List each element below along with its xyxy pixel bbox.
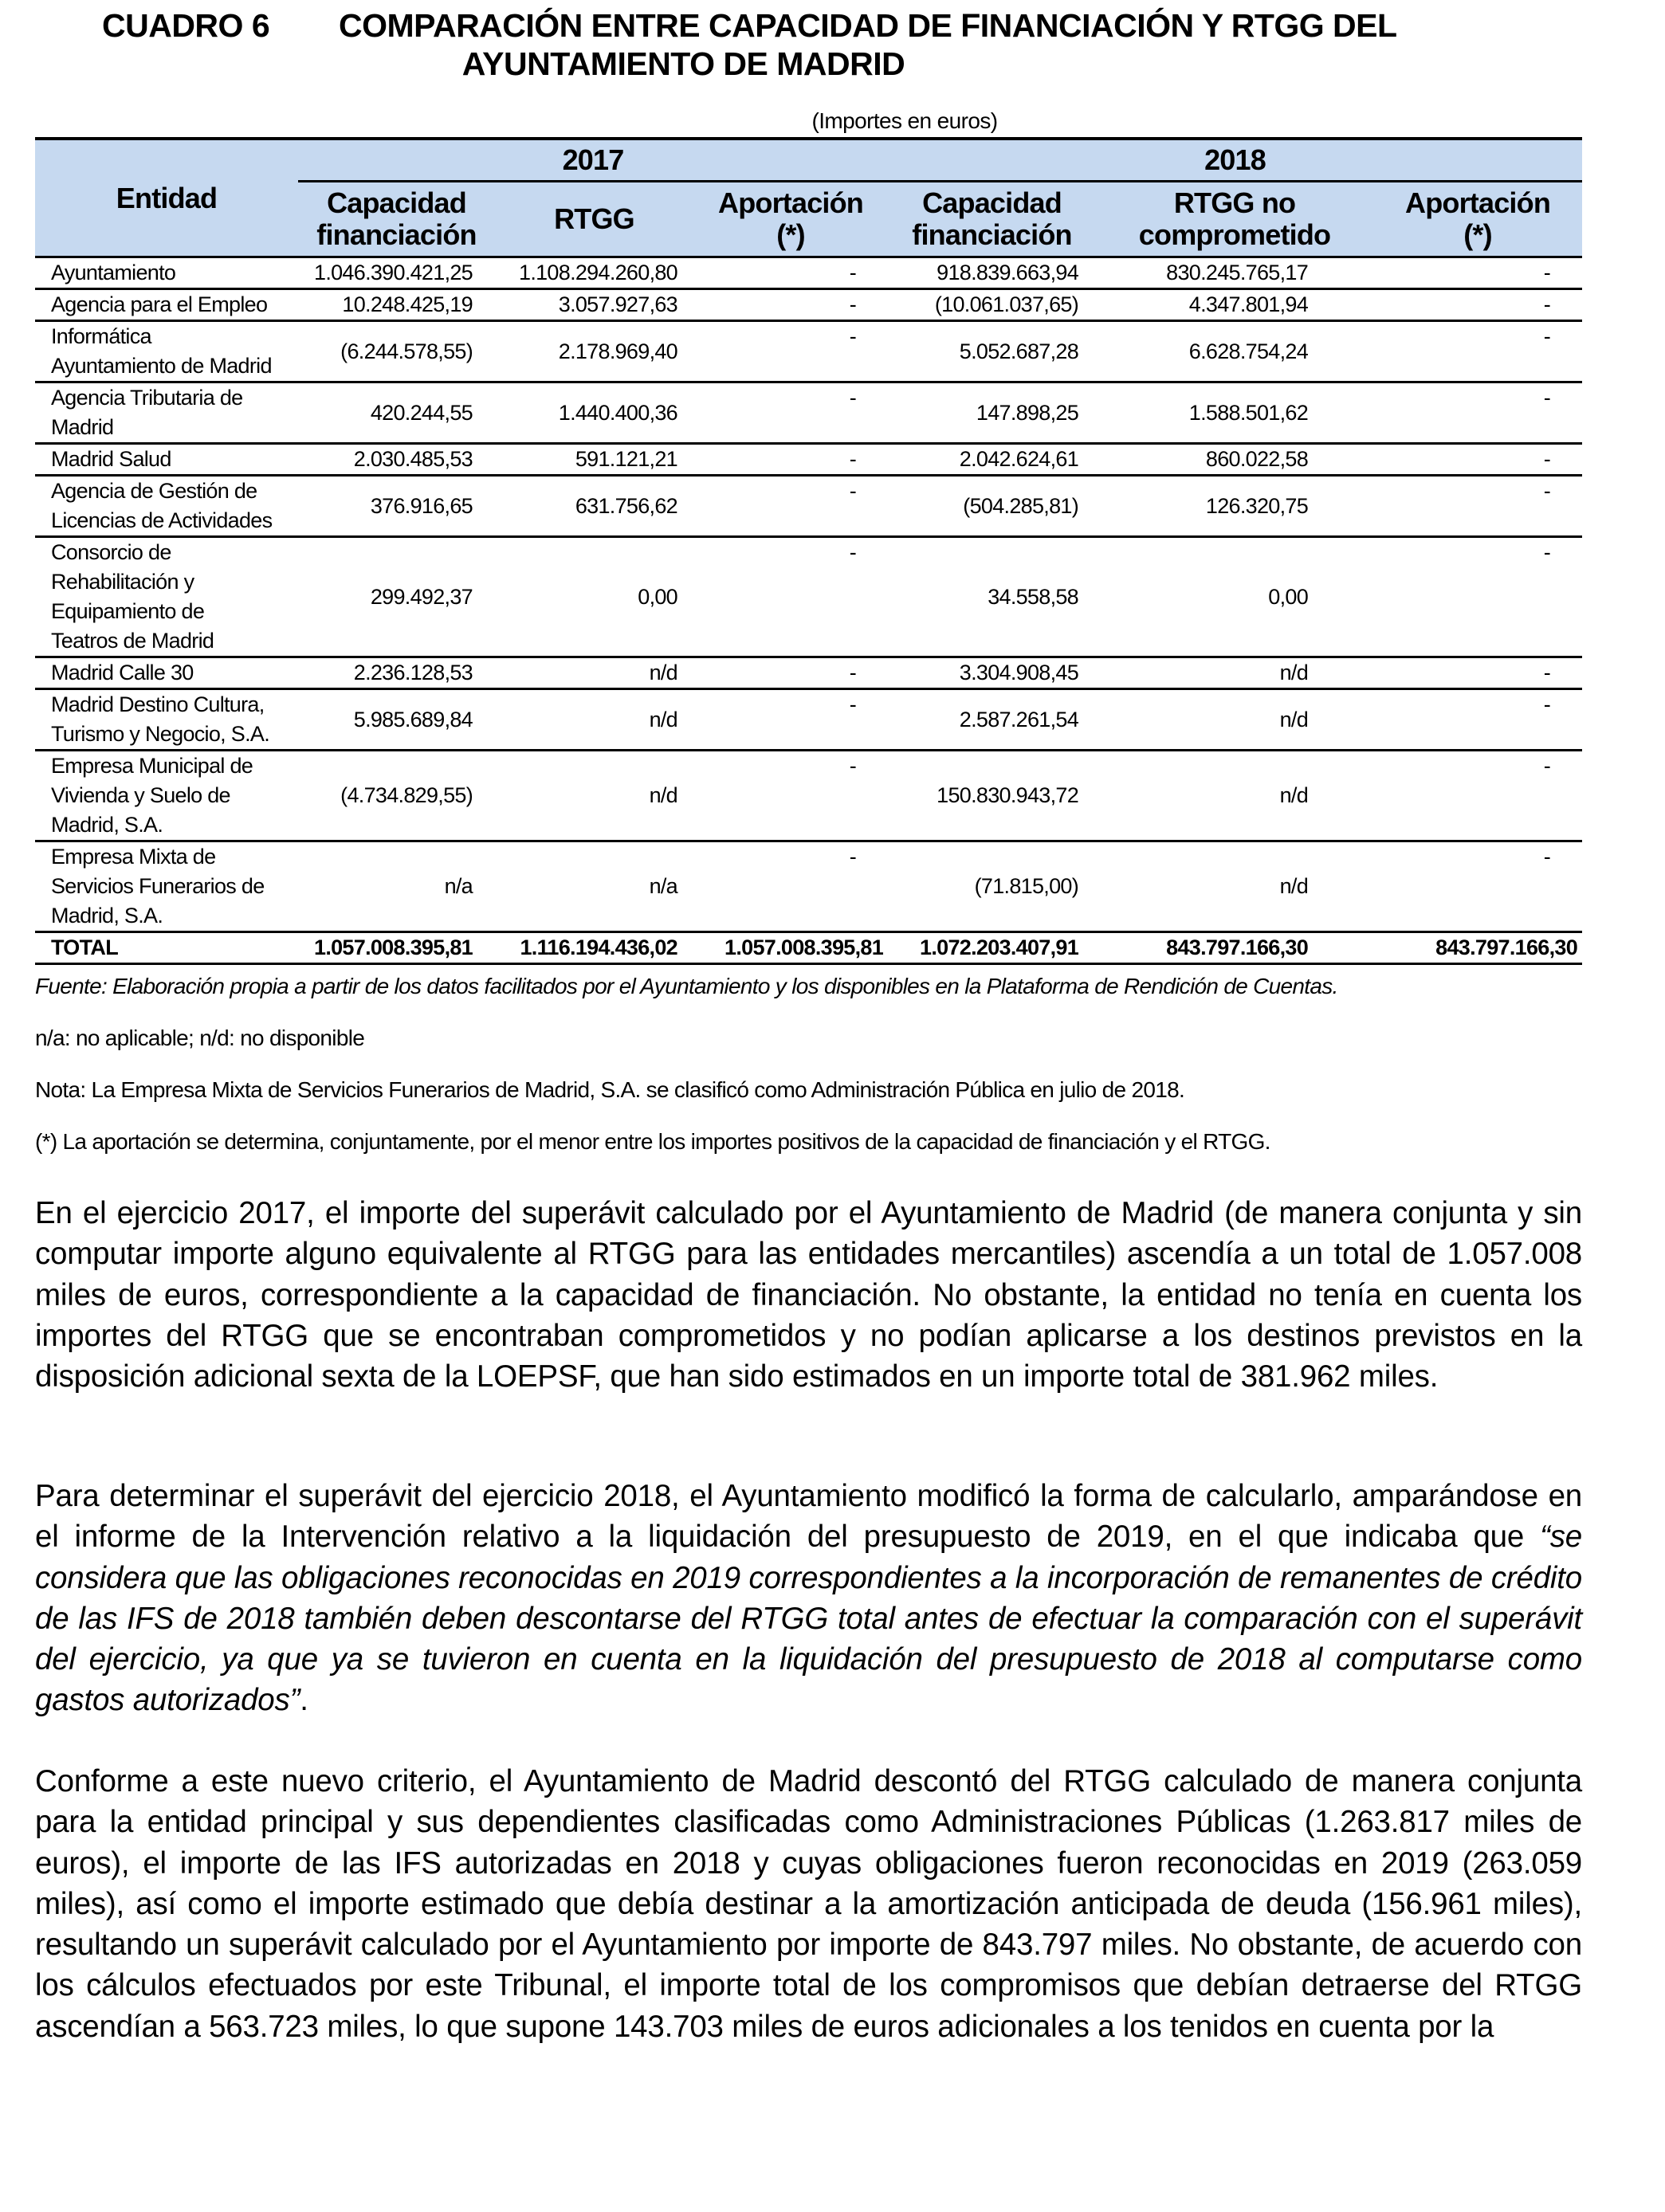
cap-2018: (504.285,81) [888,476,1096,537]
rtgg-2017: 1.440.400,36 [495,382,693,444]
aport-2018: - [1373,476,1582,537]
cap-2018: 918.839.663,94 [888,257,1096,289]
header-text: RTGG [554,202,634,235]
entity-name [35,689,298,751]
paragraph-2017 [35,1193,1582,1397]
cap-2017: 10.248.425,19 [298,289,495,321]
rtgg-nc-2018: n/d [1096,689,1373,751]
title-line-1 [102,6,1397,45]
aport-2017: - [693,382,888,444]
cap-2018: (71.815,00) [888,841,1096,932]
entity-name [35,382,298,444]
table-row [35,476,1582,537]
aport-2018: - [1373,444,1582,476]
aport-2017: - [693,321,888,382]
rtgg-2017: 591.121,21 [495,444,693,476]
aport-2018: - [1373,689,1582,751]
entity-name: Madrid Calle 30 [35,657,298,689]
aport-2018: - [1373,657,1582,689]
rtgg-2017: n/a [495,841,693,932]
quoted-report-text: “se considera que las obligaciones reconocidas en 2019 correspondientes a la incorporación de remanentes de crédito de las IFS de 2018 también deben descontarse del RTGG total antes de efectuar la comparación con el superávit del ejercicio, ya que ya se tuvieron en cuenta en la liquidación del presupuesto de 2018 al computarse como gastos autorizados” [35,1520,1582,1718]
entity-name-line: Madrid, S.A. [51,904,163,928]
entity-name [35,841,298,932]
entity-name-line: Teatros de Madrid [51,629,214,653]
header-aport-2017 [693,182,888,257]
rtgg-nc-2018: n/d [1096,657,1373,689]
aport-2017: - [693,751,888,841]
total-cap-2017: 1.057.008.395,81 [298,932,495,964]
entity-name-line: Licencias de Actividades [51,508,273,532]
total-row [35,932,1582,964]
entity-name [35,321,298,382]
table-row [35,537,1582,657]
total-cap-2018: 1.072.203.407,91 [888,932,1096,964]
header-year-2017: 2017 [298,139,888,182]
aport-2018: - [1373,257,1582,289]
rtgg-nc-2018: 0,00 [1096,537,1373,657]
header-text: Capacidad [327,186,466,219]
cap-2017: 2.030.485,53 [298,444,495,476]
entity-name-line: Madrid, S.A. [51,813,163,837]
comparison-table [35,137,1582,965]
entity-name: Madrid Salud [35,444,298,476]
cap-2018: 3.304.908,45 [888,657,1096,689]
cap-2017: (6.244.578,55) [298,321,495,382]
aport-2017: - [693,657,888,689]
rtgg-2017: 631.756,62 [495,476,693,537]
paragraph-text: En el ejercicio 2017, el importe del superávit calculado por el Ayuntamiento de Madrid (de manera conjunta y sin computar importe alguno equivalente al RTGG para las entidades mercantiles) ascendía a un total de 1.057.008 miles de euros, correspondiente a la capacidad de financiación. No obstante, la entidad no tenía en cuenta los importes del RTGG que se encontraban comprometidos y no podían aplicarse a los destinos previstos en la disposición adicional sexta de la LOEPSF, que han sido estimados en un importe total de 381.962 miles. [35,1196,1582,1394]
table-row [35,289,1582,321]
rtgg-nc-2018: n/d [1096,841,1373,932]
header-year-2018: 2018 [888,139,1582,182]
rtgg-nc-2018: 4.347.801,94 [1096,289,1373,321]
paragraph-intro: Para determinar el superávit del ejercicio 2018, el Ayuntamiento modificó la forma de calcularlo, amparándose en el informe de la Intervención relativo a la liquidación del presupuesto de 2019, en el que indicaba que [35,1479,1582,1555]
paragraph-end: . [300,1683,308,1718]
abbreviations-note: n/a: no aplicable; n/d: no disponible [35,1026,365,1050]
entity-name-line: Ayuntamiento de Madrid [51,354,272,378]
aport-2017: - [693,257,888,289]
entity-name-line: Madrid Destino Cultura, [51,692,265,716]
header-cap-2018 [888,182,1096,257]
rtgg-nc-2018: 860.022,58 [1096,444,1373,476]
title-line-2: AYUNTAMIENTO DE MADRID [461,45,905,82]
table-row [35,444,1582,476]
aport-2017: - [693,476,888,537]
entity-name: Agencia para el Empleo [35,289,298,321]
table-number: CUADRO 6 [102,7,270,44]
entity-name-line: Agencia Tributaria de [51,386,243,410]
entity-name-line: Agencia de Gestión de [51,479,257,503]
table-notes [35,960,1621,1167]
header-cap-2017 [298,182,495,257]
header-aport-2018 [1373,182,1582,257]
cap-2018: 147.898,25 [888,382,1096,444]
entity-name [35,751,298,841]
aport-2018: - [1373,321,1582,382]
rtgg-nc-2018: 830.245.765,17 [1096,257,1373,289]
aport-2018: - [1373,841,1582,932]
rtgg-2017: 3.057.927,63 [495,289,693,321]
header-text: RTGG no [1173,186,1296,219]
rtgg-nc-2018: 126.320,75 [1096,476,1373,537]
rtgg-2017: 2.178.969,40 [495,321,693,382]
entity-name-line: Servicios Funerarios de [51,874,265,898]
entity-name: Ayuntamiento [35,257,298,289]
entity-name-line: Empresa Municipal de [51,754,253,778]
total-rtgg-nc-2018: 843.797.166,30 [1096,932,1373,964]
header-text: (*) [1463,218,1492,251]
header-text: Aportación [718,186,864,219]
entity-name-line: Equipamiento de [51,599,205,623]
rtgg-nc-2018: 1.588.501,62 [1096,382,1373,444]
paragraph-2018-method [35,1476,1582,1721]
total-aport-2018: 843.797.166,30 [1373,932,1582,964]
table-row [35,841,1582,932]
nota-note: Nota: La Empresa Mixta de Servicios Funerarios de Madrid, S.A. se clasificó como Administración Pública en julio de 2018. [35,1077,1185,1102]
cap-2018: 150.830.943,72 [888,751,1096,841]
entity-name-line: Empresa Mixta de [51,845,216,869]
cap-2018: 34.558,58 [888,537,1096,657]
cap-2018: 2.587.261,54 [888,689,1096,751]
aport-2017: - [693,289,888,321]
cap-2017: 420.244,55 [298,382,495,444]
table-row [35,689,1582,751]
cap-2018: (10.061.037,65) [888,289,1096,321]
entity-name-line: Vivienda y Suelo de [51,783,230,807]
cap-2018: 2.042.624,61 [888,444,1096,476]
paragraph-new-criterion [35,1761,1582,2047]
header-text: comprometido [1138,218,1331,251]
entity-name-line: Consorcio de [51,540,171,564]
aport-2018: - [1373,382,1582,444]
entity-name-line: Madrid [51,415,114,439]
source-note: Fuente: Elaboración propia a partir de los datos facilitados por el Ayuntamiento y los disponibles en la Plataforma de Rendición de Cuentas. [35,974,1338,998]
total-aport-2017: 1.057.008.395,81 [693,932,888,964]
cap-2017: n/a [298,841,495,932]
rtgg-2017: n/d [495,657,693,689]
header-entity: Entidad [35,139,298,257]
rtgg-nc-2018: n/d [1096,751,1373,841]
paragraph-text: Conforme a este nuevo criterio, el Ayuntamiento de Madrid descontó del RTGG calculado de manera conjunta para la entidad principal y sus dependientes clasificadas como Administraciones Públicas (1.263.817 miles de euros), el importe de las IFS autorizadas en 2018 y cuyas obligaciones fueron reconocidas en 2019 (263.059 miles), así como el importe estimado que debía destinar a la amortización anticipada de deuda (156.961 miles), resultando un superávit calculado por el Ayuntamiento por importe de 843.797 miles. No obstante, de acuerdo con los cálculos efectuados por este Tribunal, el importe total de los compromisos que debían detraerse del RTGG ascendían a 563.723 miles, lo que supone 143.703 miles de euros adicionales a los tenidos en cuenta por la [35,1764,1582,2044]
table-row [35,257,1582,289]
aport-2018: - [1373,537,1582,657]
table-row [35,321,1582,382]
entity-name-line: Rehabilitación y [51,570,194,594]
cap-2017: (4.734.829,55) [298,751,495,841]
aport-2017: - [693,689,888,751]
aport-2018: - [1373,289,1582,321]
aport-2017: - [693,841,888,932]
header-row-years [35,139,1582,182]
total-label: TOTAL [35,932,298,964]
entity-name-line: Turismo y Negocio, S.A. [51,722,269,746]
header-text: financiación [912,218,1072,251]
entity-name [35,537,298,657]
title-text-1: COMPARACIÓN ENTRE CAPACIDAD DE FINANCIACIÓN Y RTGG DEL [339,7,1397,44]
header-text: Capacidad [922,186,1062,219]
table-row [35,751,1582,841]
cap-2017: 1.046.390.421,25 [298,257,495,289]
aport-2018: - [1373,751,1582,841]
asterisk-note: (*) La aportación se determina, conjuntamente, por el menor entre los importes positivos de la capacidad de financiación y el RTGG. [35,1129,1270,1154]
cap-2018: 5.052.687,28 [888,321,1096,382]
aport-2017: - [693,537,888,657]
cap-2017: 2.236.128,53 [298,657,495,689]
paragraph-text [35,1476,1582,1721]
header-rtgg-2017 [495,182,693,257]
aport-2017: - [693,444,888,476]
header-text: Aportación [1405,186,1551,219]
cap-2017: 5.985.689,84 [298,689,495,751]
table-row [35,657,1582,689]
units-label: (Importes en euros) [811,108,998,133]
table-row [35,382,1582,444]
rtgg-2017: n/d [495,689,693,751]
cap-2017: 376.916,65 [298,476,495,537]
rtgg-nc-2018: 6.628.754,24 [1096,321,1373,382]
rtgg-2017: n/d [495,751,693,841]
header-text: (*) [776,218,805,251]
cap-2017: 299.492,37 [298,537,495,657]
rtgg-2017: 0,00 [495,537,693,657]
rtgg-2017: 1.108.294.260,80 [495,257,693,289]
header-text: financiación [316,218,477,251]
entity-name-line: Informática [51,324,151,348]
entity-name [35,476,298,537]
total-rtgg-2017: 1.116.194.436,02 [495,932,693,964]
header-rtgg-nc-2018 [1096,182,1373,257]
